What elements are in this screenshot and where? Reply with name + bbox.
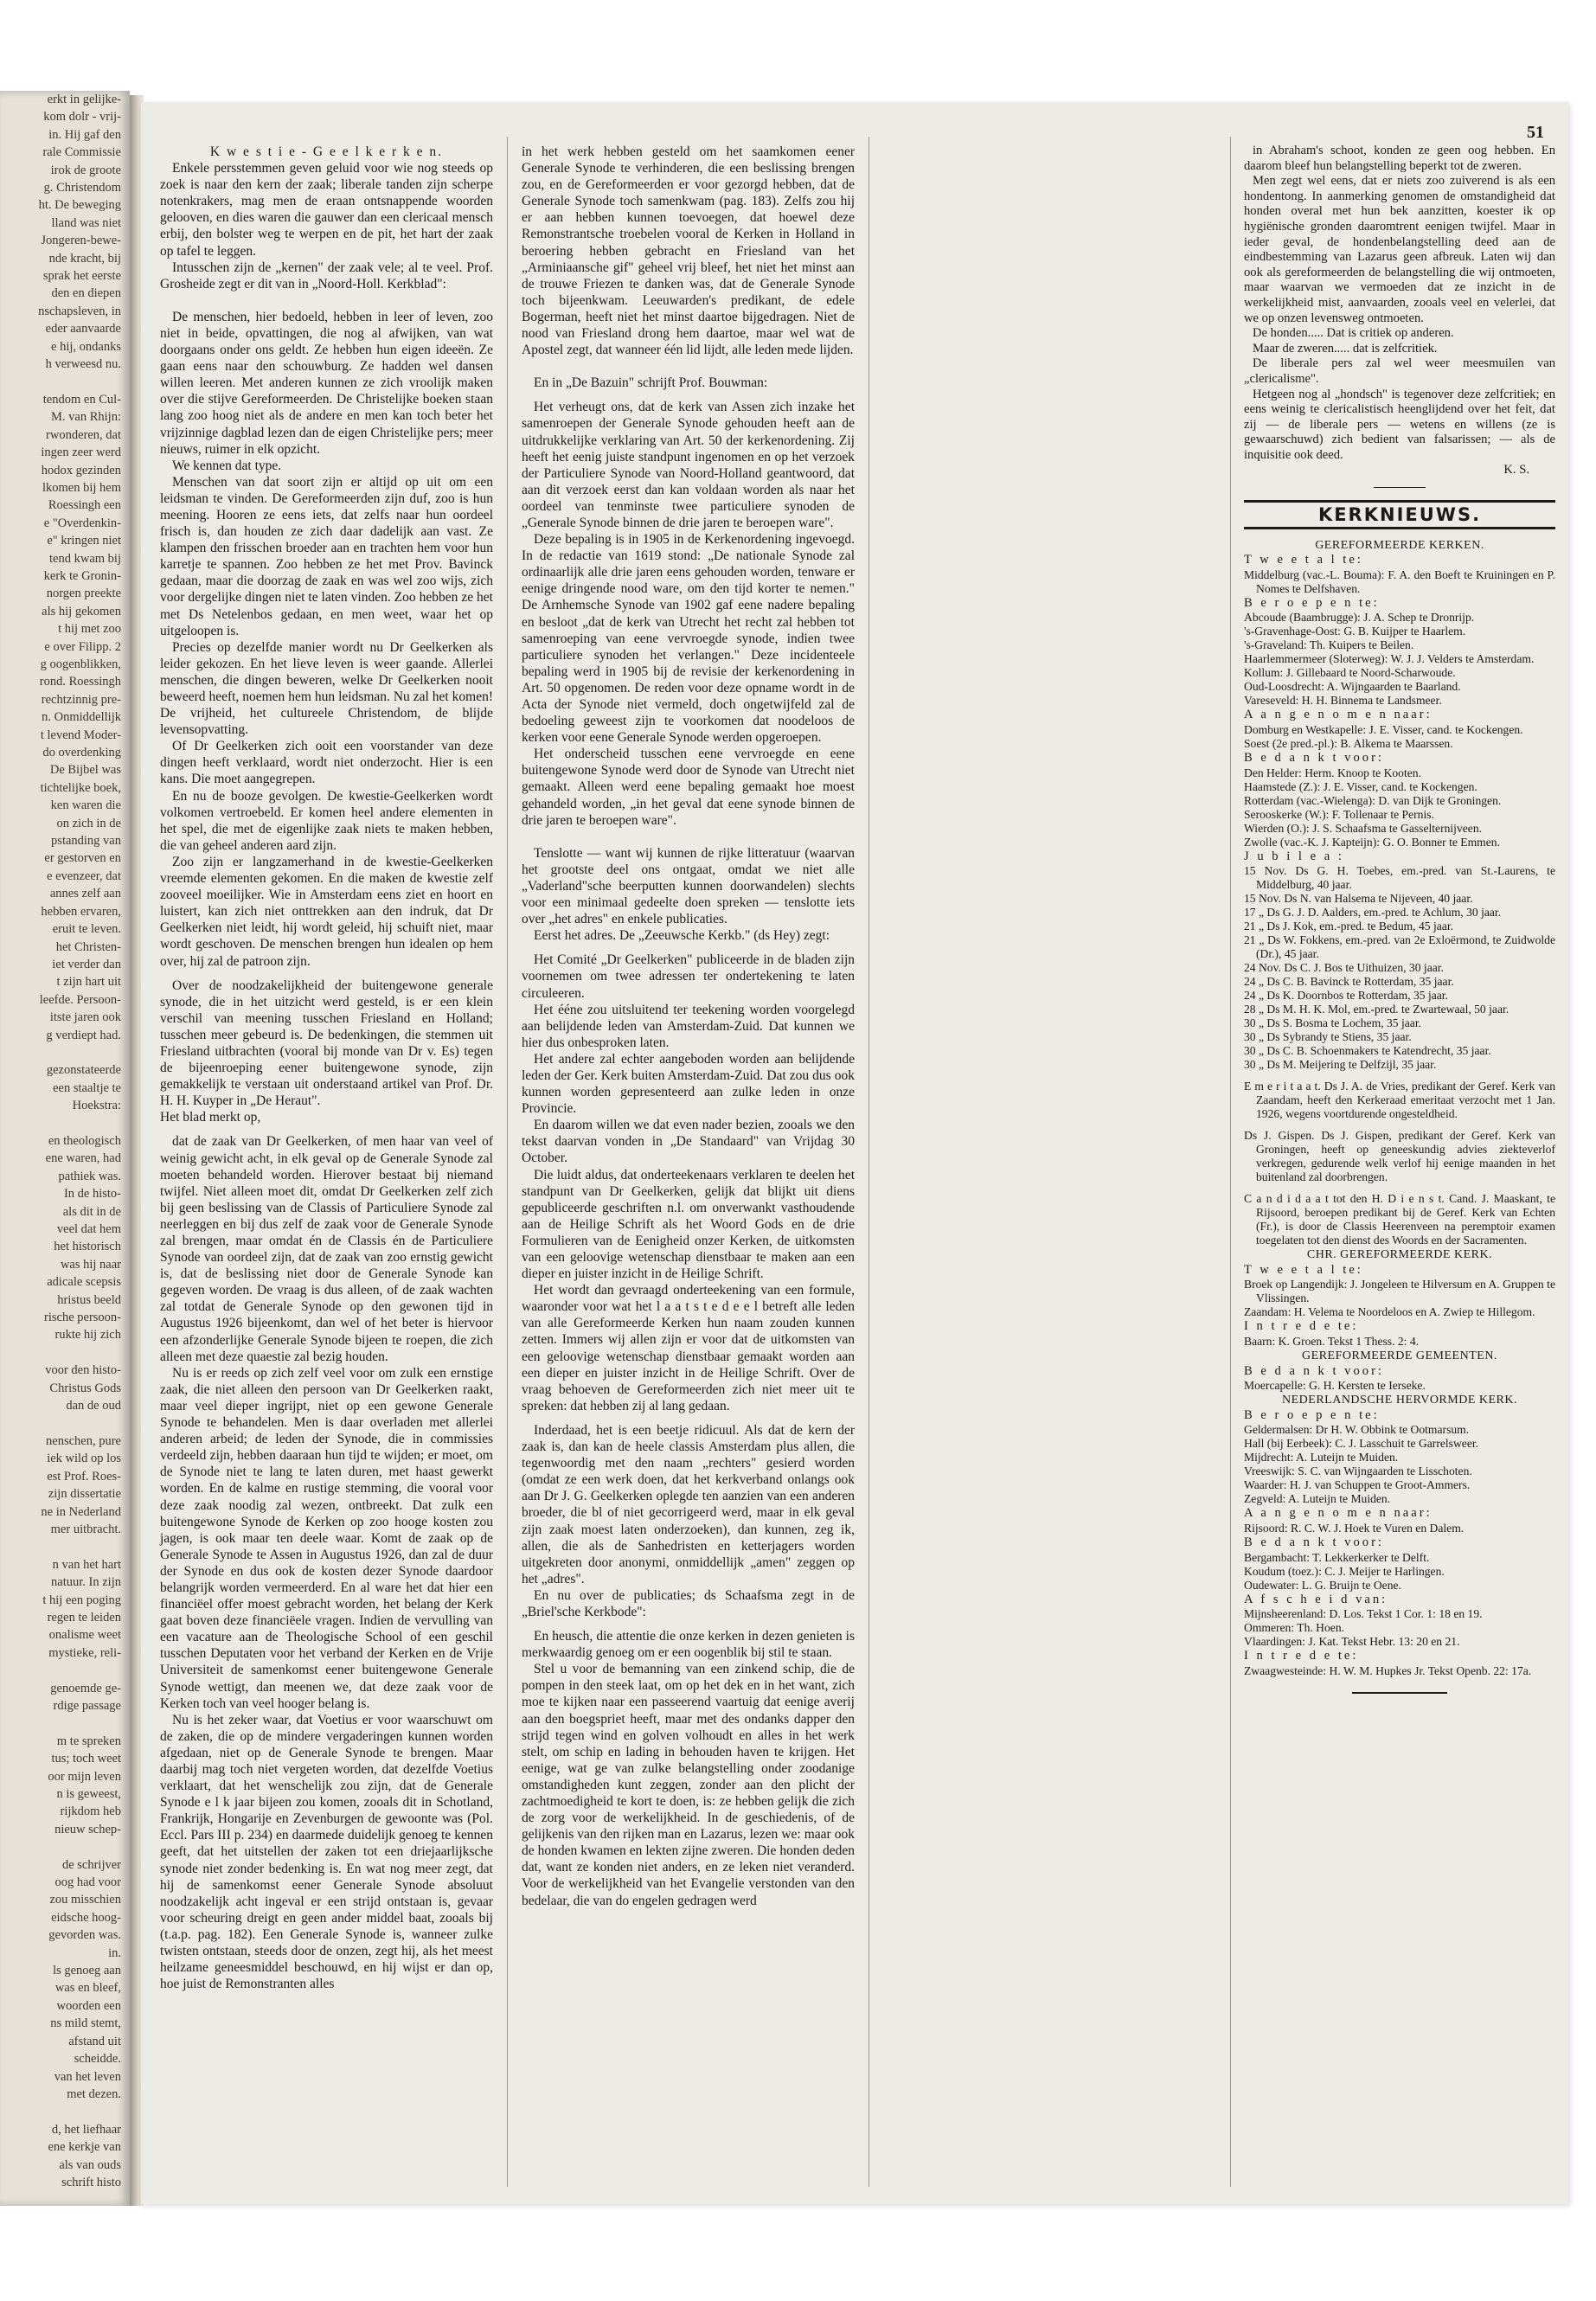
- notice-entry: Haarlemmermeer (Sloterweg): W. J. J. Velders te Amsterdam.: [1244, 652, 1535, 666]
- facing-page-line: Hoekstra:: [72, 1099, 121, 1113]
- article-paragraph: Het wordt dan gevraagd onderteekening van een formule, waaronder voor wat het l a a t s t e d e e l betreft alle leden van alle Gereformeerde Kerken hun naam zouden kunnen zetten. Immers wij allen zijn er voor dat de uitkomsten van een geloovige wetenschap dienstbaar gemaakt worden aan een dieper en juister inzicht in de Heilige Schrift. Over de vraag behoeven de Gereformeerden zich niet meer uit te spreken: dat hebben zij al lang gedaan.: [522, 1283, 855, 1413]
- facing-page-line: [0, 1344, 130, 1362]
- facing-page-line: scheidde.: [74, 2052, 121, 2067]
- article-paragraph: Hetgeen nog al „hondsch" is tegenover deze zelfcritiek; en eens weinig te clericalistisch heenglijdend over het feit, dat zij — de liberale pers — wetens en willens (ze is gewaarschuwd) zich bedient van falsarissen; — als de inquisitie ook deed.: [1244, 387, 1555, 462]
- facing-page-line: regen te leiden: [47, 1610, 121, 1625]
- facing-page-line: rond. Roessingh: [39, 675, 121, 689]
- article-paragraph: En daarom willen we dat even nader bezien, zooals we den tekst daarvan vonden in „De Standaard" van Vrijdag 30 October.: [522, 1118, 855, 1166]
- notice-category: A a n g e n o m e n naar:: [1244, 708, 1433, 722]
- facing-page-line: Roessingh een: [48, 498, 121, 513]
- paragraph-spacer: [522, 1620, 855, 1628]
- facing-page-line: rijkdom heb: [60, 1804, 121, 1819]
- facing-page-line: hodox gezinden: [41, 463, 121, 478]
- facing-page-line: n is geweest,: [56, 1787, 121, 1801]
- facing-page-line: sprak het eerste: [42, 269, 121, 284]
- notice-category: A f s c h e i d van:: [1244, 1592, 1388, 1606]
- notice-entry: Den Helder: Herm. Knoop te Kooten.: [1244, 766, 1421, 779]
- facing-page-line: t hij met zoo: [58, 622, 121, 637]
- church-section-heading: CHR. GEREFORMEERDE KERK.: [1306, 1248, 1493, 1262]
- facing-page-line: h verweesd nu.: [45, 357, 121, 372]
- facing-page-line: nschapsleven, in: [38, 304, 121, 318]
- column-divider: [1230, 137, 1231, 2187]
- facing-page-line: ene waren, had: [45, 1151, 121, 1166]
- facing-page-line: mystieke, reli-: [48, 1645, 121, 1660]
- article-paragraph: Nu is het zeker waar, dat Voetius er voor waarschuwt om de zaken, die op de mindere vergaderingen kunnen worden afgedaan, niet op de Generale Synode te brengen. Maar daarbij mag toch niet vergeten worden, dat dezelfde Voetius verklaart, dat het wenschelijk zou zijn, dat de Generale Synode e l k jaar bijeen zou komen, zooals dit in Schotland, Frankrijk, Hongarije en Zevenburgen de gewoonte was (Pol. Eccl. Pars III p. 234) en daarmede duidelijk genoeg te kennen geeft, dat het uitstellen der zaken tot een driejaarlijksche synode niet zonder bedenking is. En wat nog meer zegt, dat hij de samenkomst eener Generale Synode absoluut noodzakelijk acht ingeval er een strijd ontstaan is, gevaar voor scheuring dreigt en geen ander middel baat, zooals bij (t.a.p. pag. 182). Een Generale Synode is, wanneer zulke twisten ontstaan, steeds door de onzen, zegt hij, als het meest heilzame geneesmiddel beschouwd, en hij wijst er dan op, hoe juist de Remonstranten alles: [160, 1712, 493, 1992]
- paragraph-spacer: [522, 358, 855, 375]
- facing-page-line: tend kwam bij: [49, 551, 121, 566]
- notice-entry: Geldermalsen: Dr H. W. Obbink te Ootmarsum.: [1244, 1423, 1470, 1437]
- notice-entry: Mijnsheerenland: D. Los. Tekst 1 Cor. 1: 18 en 19.: [1244, 1607, 1483, 1621]
- facing-page-line: ls genoeg aan: [53, 1964, 121, 1978]
- facing-page-line: [0, 1414, 130, 1432]
- article-paragraph: Over de noodzakelijkheid der buitengewone generale synode, die in het uitzicht werd gesteld, is er een klein verschil van meening tusschen Friesland en Holland; tusschen meer gebeurd is. De bedenkingen, die stemmen uit Friesland uitbrachten (vooral bij monde van Dr v. Es) tegen de bijeenroeping eener buitengewone synode, zijn gemakkelijk te verstaan uit onderstaand artikel van Prof. Dr. H. H. Kuyper in „De Heraut".: [160, 977, 493, 1109]
- facing-page-line: ene kerkje van: [48, 2140, 121, 2155]
- paragraph-spacer: [160, 292, 493, 309]
- notice-category: A a n g e n o m e n naar:: [1244, 1506, 1433, 1521]
- article-paragraph: Deze bepaling is in 1905 in de Kerkenordening ingevoegd. In de redactie van 1619 stond: „De nationale Synode zal ordinaarlijk alle drie jaren eens gehouden worden, tenware er eenige dringende nood ware, om den tijd korter te nemen." De Arnhemsche Synode van 1902 gaf eene nadere bepaling en besloot „dat de kerk van Utrecht het recht zal hebben tot samenroeping van eene vervroegde synode, indien twee particuliere synoden het verlangen." Deze incidenteele bepaling werd in 1905 bij de revisie der kerkenordening in Art. 50 opgenomen. De reden voor deze opname wordt in de Acta der Synode niet vermeld, doch ongetwijfeld zal de bedoeling geweest zijn te voorkomen dat noodeloos de kerken voor eene Generale Synode werden opgeroepen.: [522, 532, 855, 746]
- notice-entry: Baarn: K. Groen. Tekst 1 Thess. 2: 4.: [1244, 1335, 1420, 1348]
- facing-page-line: adicale scepsis: [47, 1275, 121, 1290]
- article-paragraph: De menschen, hier bedoeld, hebben in leer of leven, zoo niet in beide, opvattingen, die nog al afwijken, van wat doorgaans onder ons geldt. Ze hebben hun eigen ideeën. Ze gaan eens naar den schouwburg. Ze hadden wel dansen willen leeren. Met anderen kunnen ze zich vroolijk maken over die stijve Gereformeerden. De Christelijke boeken staan lang zoo hoog niet als de andere en men kan toch beter het vrijzinnige dagblad lezen dan de eigen Christelijke pers; meer nieuws, ruimer in elk opzicht.: [160, 309, 493, 457]
- paragraph-spacer: [1244, 1121, 1555, 1129]
- facing-page-line: rwonderen, dat: [46, 427, 121, 442]
- facing-page-edge: [0, 91, 130, 2206]
- facing-page-line: leefde. Persoon-: [39, 992, 121, 1007]
- article-signature: K. S.: [1503, 463, 1529, 478]
- paragraph-spacer: [1244, 1184, 1555, 1192]
- article-paragraph: Het andere zal echter aangeboden worden aan belijdende leden der Ger. Kerk buiten Amsterdam-Zuid. Dat zou dus ook kunnen worden gepresenteerd aan zulke leden in onze Provincie.: [522, 1051, 855, 1117]
- notice-entry: Bergambacht: T. Lekkerkerker te Delft.: [1244, 1550, 1430, 1564]
- facing-page-line: tichtelijke boek,: [40, 780, 121, 795]
- article-paragraph: We kennen dat type.: [172, 458, 282, 473]
- article-paragraph: De liberale pers zal wel weer meesmuilen van „clericalisme".: [1244, 356, 1555, 386]
- facing-page-line: woorden een: [56, 1998, 121, 2013]
- facing-page-line: ns mild stemt,: [50, 2016, 121, 2031]
- facing-page-line: was en bleef,: [54, 1981, 121, 1996]
- paragraph-spacer: [160, 1125, 493, 1133]
- facing-page-line: hebben ervaren,: [41, 904, 121, 919]
- article-paragraph: in Abraham's schoot, konden ze geen oog hebben. En daarom bleef hun belangstelling beperkt tot de zweren.: [1244, 144, 1555, 173]
- church-section-heading: GEREFORMEERDE KERKEN.: [1315, 538, 1484, 552]
- notice-entry: Rijsoord: R. C. W. J. Hoek te Vuren en Dalem.: [1244, 1521, 1465, 1535]
- facing-page-line: g verdiept had.: [46, 1028, 121, 1042]
- facing-page-line: gezonstateerde: [46, 1063, 121, 1078]
- notice-entry: 21 „ Ds W. Fokkens, em.-pred. van 2e Exloërmond, te Zuidwolde (Dr.), 45 jaar.: [1244, 933, 1555, 961]
- article-paragraph: Eerst het adres. De „Zeeuwsche Kerkb." (ds Hey) zegt:: [534, 928, 830, 944]
- article-paragraph: Menschen van dat soort zijn er altijd op uit om een leidsman te vinden. De Gereformeerden zijn duf, zoo is hun meening. Hooren ze eens iets, dat zelfs naar hun oordeel frisch is, dan houden ze zich daar dadelijk aan vast. Ze klampen den frisschen broeder aan en trachten hem voor hun karretje te spannen. Zoo hebben ze het met Prov. Bavinck gedaan, maar die doorzag de zaak en was wel zoo wijs, zich voor dergelijke dingen niet te laten vinden. Zoo hebben ze het met Ds Netelenbos gedaan, en men weet, waar het op uitgeloopen is.: [160, 474, 493, 638]
- paragraph-spacer: [522, 1414, 855, 1422]
- notice-entry: Zaandam: H. Velema te Noordeloos en A. Zwiep te Hillegom.: [1244, 1305, 1535, 1319]
- facing-page-line: van het leven: [54, 2069, 121, 2084]
- notice-entry: Haamstede (Z.): J. E. Visser, cand. te Kockengen.: [1244, 779, 1477, 793]
- article-paragraph: Het ééne zou uitsluitend ter teekening worden voorgelegd aan belijdende leden van Amsterdam-Zuid. Dat kunnen we hier dus onbesproken laten.: [522, 1002, 855, 1050]
- article-paragraph: Nu is er reeds op zich zelf veel voor om zulk een ernstige zaak, die niet alleen den persoon van Dr Geelkerken raakt, maar veel dieper ingrijpt, niet op een gewone Generale Synode te behandelen. Men is daar overladen met allerlei anderen arbeid; de leden der Synode, die in commissies verdeeld zijn, hebben daaraan hun tijd te wijden; er moet, om de Synode niet te lang te laten duren, met haast gewerkt worden. En de kalme en rustige stemming, die vooral voor deze zaak noodig zal wezen, ontbreekt. Dat zulk een buitengewone Synode de Kerken op zoo hooge kosten zou jagen, is ook maar ten deele waar. Komt de zaak op de Generale Synode te Assen in Augustus 1926, dan zal de duur der Synode en dus ook de kosten dezer Synode daardoor belangrijk worden vermeerderd. En al ware het dat hier een financiëel offer moest gebracht worden, het belang der Kerk gaat boven deze financiëele vragen. Indien de vervulling van een vacature aan de Theologische School of een geschil tusschen Deputaten voor het verband der Kerken en de Vrije Universiteit de samenkomst eener buitengewone Generale Synode wettigt, dan meenen we, dat deze zaak voor de Kerken toch van veel hooger belang is.: [160, 1365, 493, 1711]
- facing-page-line: de schrijver: [61, 1857, 121, 1872]
- facing-page-line: oog had voor: [54, 1875, 121, 1890]
- article-paragraph: En nu de booze gevolgen. De kwestie-Geelkerken wordt volkomen vertroebeld. Er komen heel andere elementen in het spel, die met de eigenlijke zaak niets te maken hebben, die van geheel anderen aard zijn.: [160, 788, 493, 853]
- facing-page-line: norgen preekte: [46, 586, 121, 601]
- facing-page-line: eruit te leven.: [52, 922, 121, 937]
- paragraph-spacer: [160, 970, 493, 977]
- notice-entry: Ds J. Gispen. Ds J. Gispen, predikant der Geref. Kerk van Groningen, heeft op geneeskundig advies ziekteverlof verkregen, gedurende welk verlof hij eenige maanden in het buitenland zal doorbrengen.: [1244, 1129, 1555, 1184]
- facing-page-line: zijn dissertatie: [48, 1487, 121, 1502]
- article-paragraph: En heusch, die attentie die onze kerken in dezen genieten is merkwaardig genoeg om er een oogenblik bij stil te staan.: [522, 1629, 855, 1661]
- facing-page-line: als van ouds: [59, 2157, 121, 2172]
- article-paragraph: Precies op dezelfde manier wordt nu Dr Geelkerken als leider gekozen. En het lieve leven is weer gaande. Allerlei menschen, die dingen beweren, welke Dr Geelkerken nooit beweerd heeft, noemen hem hun leidsman. Nu zal het komen! De vrijheid, het cultureele Christendom, de blijde levensopvatting.: [160, 639, 493, 738]
- separator-rule: [1374, 487, 1426, 488]
- notice-entry: Serooskerke (W.): F. Tollenaar te Pernis.: [1244, 807, 1434, 821]
- facing-page-line: itste jaren ook: [49, 1010, 121, 1025]
- article-paragraph: Het onderscheid tusschen eene vervroegde en eene buitengewone Synode werd door de Synode van Utrecht niet gemaakt. Alleen werd eene bepaling gemaakt hoe moest gehandeld worden, „in het geval dat eene synode binnen de drie jaren te beroepen ware".: [522, 747, 855, 828]
- notice-entry: 30 „ Ds M. Meijering te Delfzijl, 35 jaar.: [1244, 1058, 1437, 1072]
- paragraph-spacer: [522, 391, 855, 399]
- notice-entry: Hall (bij Eerbeek): C. J. Lasschuit te Garrelsweer.: [1244, 1437, 1479, 1451]
- facing-page-line: e hij, ondanks: [51, 339, 121, 354]
- facing-page-line: nieuw schep-: [54, 1822, 121, 1836]
- article-paragraph: Het Comité „Dr Geelkerken" publiceerde in de bladen zijn voornemen om twee adressen ter ondertekening te laten circuleeren.: [522, 952, 855, 1001]
- facing-page-line: rechtzinnig pre-: [41, 692, 121, 707]
- facing-page-line: kerk te Gronin-: [43, 568, 121, 583]
- facing-page-line: e "Overdenkin-: [43, 516, 121, 530]
- notice-entry: 's-Gravenhage-Oost: G. B. Kuijper te Haarlem.: [1244, 625, 1466, 638]
- facing-page-line: [0, 374, 130, 391]
- notice-entry: Koudum (toez.): C. J. Meijer te Harlingen.: [1244, 1564, 1445, 1578]
- facing-page-line: M. van Rhijn:: [51, 410, 121, 425]
- article-paragraph: Die luidt aldus, dat onderteekenaars verklaren te deelen het standpunt van Dr Geelkerken, gelijk dat blijkt uit diens gepubliceerde geschriften n.l. om onverwankt vasthoudende aan de Heilige Schrift als het Woord Gods en de drie Formulieren van de Eenigheid onzer Kerken, de uitkomsten van een geloovige wetenschap dienstbaar te maken aan een dieper en juister inzicht in de Heilige Schrift.: [522, 1167, 855, 1282]
- facing-page-line: [0, 1662, 130, 1679]
- paragraph-spacer: [522, 829, 855, 845]
- notice-category: B e r o e p e n te:: [1244, 1407, 1380, 1422]
- notice-entry: Domburg en Westkapelle: J. E. Visser, cand. te Kockengen.: [1244, 723, 1523, 737]
- facing-page-line: het historisch: [54, 1240, 121, 1254]
- facing-page-line: irok de groote: [50, 163, 121, 177]
- notice-entry: 30 „ Ds Sybrandy te Stiens, 35 jaar.: [1244, 1030, 1412, 1044]
- facing-page-line: den en diepen: [51, 286, 121, 301]
- article-heading: K w e s t i e - G e e l k e r k e n.: [209, 144, 444, 159]
- notice-entry: Broek op Langendijk: J. Jongeleen te Hilversum en A. Gruppen te Vlissingen.: [1244, 1278, 1555, 1305]
- facing-page-line: mer uitbracht.: [50, 1522, 121, 1536]
- notice-entry: 21 „ Ds J. Kok, em.-pred. te Bedum, 45 jaar.: [1244, 920, 1453, 933]
- facing-page-line: lland was niet: [51, 215, 121, 230]
- notice-entry: 24 Nov. Ds C. J. Bos te Uithuizen, 30 jaar.: [1244, 961, 1444, 975]
- facing-page-line: est Prof. Roes-: [47, 1469, 121, 1484]
- notice-category: B e r o e p e n te:: [1244, 595, 1380, 610]
- notice-entry: 15 Nov. Ds G. H. Toebes, em.-pred. van St.-Laurens, te Middelburg, 40 jaar.: [1244, 864, 1555, 892]
- notice-entry: Rotterdam (vac.-Wielenga): D. van Dijk te Groningen.: [1244, 793, 1502, 807]
- facing-page-line: natuur. In zijn: [51, 1575, 121, 1590]
- facing-page-line: [0, 2103, 130, 2120]
- facing-page-line: t levend Moder-: [40, 727, 121, 742]
- article-paragraph: Of Dr Geelkerken zich ooit een voorstander van deze dingen heeft verklaard, wordt niet onderzocht. Hier is een kans. Die moet aangegrepen.: [160, 739, 493, 787]
- notice-entry: Moercapelle: G. H. Kersten te Ierseke.: [1244, 1379, 1426, 1393]
- notice-entry: Waarder: H. J. van Schuppen te Groot-Ammers.: [1244, 1478, 1471, 1492]
- article-paragraph: Het verheugt ons, dat de kerk van Assen zich inzake het samenroepen der Generale Synode gehouden heeft aan de uitdrukkelijke verklaring van Art. 50 der kerkenordening. Zij heeft het eenig juiste standpunt ingenomen en op het verzoek der Particuliere Synode van Noord-Holland geantwoord, dat aan dit verzoek eerst dan kan voldaan worden als naar het oordeel van tenminste twee particuliere synoden de „Generale Synode binnen de drie jaren te beroepen ware".: [522, 400, 855, 530]
- notice-entry: Oud-Loosdrecht: A. Wijngaarden te Baarland.: [1244, 680, 1461, 694]
- notice-entry: Oudewater: L. G. Bruijn te Oene.: [1244, 1578, 1401, 1592]
- notice-entry: Soest (2e pred.-pl.): B. Alkema te Maarssen.: [1244, 737, 1453, 751]
- notice-entry: Zwaagwesteinde: H. W. M. Hupkes Jr. Tekst Openb. 22: 17a.: [1244, 1663, 1532, 1677]
- facing-page-line: do overdenking: [42, 746, 121, 760]
- church-section-heading: NEDERLANDSCHE HERVORMDE KERK.: [1282, 1394, 1517, 1407]
- facing-page-line: genoemde ge-: [50, 1681, 121, 1695]
- facing-page-line: was hij naar: [60, 1257, 121, 1272]
- notice-entry: Mijdrecht: A. Luteijn te Muiden.: [1244, 1451, 1399, 1465]
- end-rule: [1352, 1692, 1447, 1694]
- notice-entry: Abcoude (Baambrugge): J. A. Schep te Dronrijp.: [1244, 611, 1475, 625]
- facing-page-line: ingen zeer werd: [41, 445, 121, 460]
- facing-page-line: e over Filipp. 2: [44, 639, 121, 654]
- facing-page-line: [0, 1538, 130, 1555]
- facing-page-line: t zijn hart uit: [56, 975, 121, 990]
- notice-entry: Vreeswijk: S. C. van Wijngaarden te Lisschoten.: [1244, 1465, 1472, 1478]
- notice-entry: 15 Nov. Ds N. van Halsema te Nijeveen, 40 jaar.: [1244, 892, 1473, 906]
- notice-category: I n t r e d e te:: [1244, 1319, 1359, 1334]
- facing-page-line: onalisme weet: [48, 1628, 121, 1643]
- facing-page-line: [0, 1715, 130, 1732]
- article-paragraph: dat de zaak van Dr Geelkerken, of men haar van veel of weinig gewicht acht, in elk geval op de Generale Synode zal moeten behandeld worden. Hierover bestaat bij niemand twijfel. Niet alleen moet dit, omdat Dr Geelkerken zelf zich bij geen beslissing van de Classis of Particuliere Synode zal neerleggen en bij dus zelf de zaak voor de Generale Synode zal brengen, maar omdat én de Classis én de Particuliere Synode van oordeel zijn, dat de zaak van zoo ernstig gewicht is, dat de beslissing niet door de Generale Synode kan gegeven worden. De vraag is dus alleen, of de zaak wachten zal totdat de Generale Synode op den gewonen tijd in Augustus 1926 bijeenkomt, dan wel of het beter is hiervoor een afzonderlijke Generale Synode bijeen te roepen, die zich alleen met deze quaestie zal bezig houden.: [160, 1134, 493, 1364]
- notice-entry: 30 „ Ds C. B. Schoenmakers te Katendrecht, 35 jaar.: [1244, 1044, 1491, 1058]
- article-paragraph: Enkele persstemmen geven geluid voor wie nog steeds op zoek is naar den kern der zaak; liberale tanden zijn scherpe notenkrakers, mag men de eraan ontsnappende woorden gelooven, en dies waren die gauwer dan een clericaal mensch erbij, den bolster weg te werpen en de pit, het hart der zaak op tafel te leggen.: [160, 161, 493, 259]
- facing-page-line: t hij een poging: [42, 1593, 121, 1607]
- notice-category: B e d a n k t voor:: [1244, 751, 1384, 766]
- facing-page-line: eidsche hoog-: [51, 1910, 121, 1925]
- facing-page-line: [0, 1838, 130, 1856]
- facing-page-line: iek wild op los: [47, 1452, 121, 1466]
- article-column-1: [160, 144, 493, 1992]
- paragraph-spacer: [522, 944, 855, 952]
- facing-page-line: e" kringen niet: [47, 534, 121, 548]
- article-column-2: [522, 144, 855, 1909]
- facing-page-line: annes zelf aan: [49, 887, 121, 901]
- church-section-heading: GEREFORMEERDE GEMEENTEN.: [1302, 1349, 1497, 1362]
- notice-entry: 28 „ Ds M. H. K. Mol, em.-pred. te Zwartewaal, 50 jaar.: [1244, 1003, 1509, 1016]
- facing-page-line: rische persoon-: [44, 1311, 121, 1325]
- article-paragraph: Tenslotte — want wij kunnen de rijke litteratuur (waarvan het grootste deel ons ontgaat, omdat we niet alle „Vaderland"sche beerputten kunnen doorwandelen) slechts voor een minimaal gedeelte doen spreken — tenslotte iets over „het adres" en enkele publicaties.: [522, 845, 855, 927]
- facing-page-line: het Christen-: [55, 939, 121, 954]
- notice-entry: 24 „ Ds C. B. Bavinck te Rotterdam, 35 jaar.: [1244, 975, 1454, 989]
- facing-page-line: m te spreken: [56, 1734, 121, 1748]
- notice-category: J u b i l e a :: [1244, 849, 1344, 863]
- notice-entry: Vlaardingen: J. Kat. Tekst Hebr. 13: 20 en 21.: [1244, 1635, 1460, 1649]
- facing-page-line: er gestorven en: [44, 851, 121, 866]
- article-paragraph: Intusschen zijn de „kernen" der zaak vele; al te veel. Prof. Grosheide zegt er dit van in „Noord-Holl. Kerkblad":: [160, 260, 493, 292]
- article-paragraph: Zoo zijn er langzamerhand in de kwestie-Geelkerken vreemde elementen gekomen. En die maken de kwestie zelf zooveel moeilijker. Wie in Amsterdam eens ziet en hoort en luistert, kan zich niet onttrekken aan den indruk, dat Dr Geelkerken niet leidt, hij wordt geleid, hij schuift niet, maar wordt geschoven. De menschen brengen hun idealen op hem over, hij zal de patroon zijn.: [160, 854, 493, 969]
- facing-page-line: lkomen bij hem: [42, 480, 121, 495]
- facing-page-line: ne in Nederland: [41, 1504, 121, 1519]
- facing-page-line: n van het hart: [52, 1557, 121, 1572]
- notice-entry: Ommeren: Th. Hoen.: [1244, 1621, 1345, 1635]
- facing-page-line: g oogenblikken,: [40, 657, 121, 671]
- facing-page-line: dan de oud: [66, 1399, 121, 1413]
- page-number: 51: [1527, 123, 1544, 142]
- notice-entry: 24 „ Ds K. Doornbos te Rotterdam, 35 jaar.: [1244, 989, 1448, 1003]
- paragraph-spacer: [1244, 1072, 1555, 1080]
- article-paragraph: Maar de zweren..... dat is zelfcritiek.: [1253, 341, 1438, 356]
- facing-page-line: [0, 1044, 130, 1061]
- article-paragraph: Het blad merkt op,: [160, 1110, 261, 1125]
- notice-entry: Zwolle (vac.-K. J. Kapteijn): G. O. Bonner te Emmen.: [1244, 835, 1500, 849]
- notice-entry: 17 „ Ds G. J. D. Aalders, em.-pred. te Achlum, 30 jaar.: [1244, 906, 1502, 920]
- facing-page-line: als hij gekomen: [42, 604, 121, 619]
- facing-page-line: en theologisch: [48, 1133, 121, 1148]
- facing-page-line: ken waren die: [50, 798, 121, 813]
- facing-page-line: In de histo-: [63, 1187, 121, 1202]
- facing-page-line: Christus Gods: [49, 1381, 121, 1395]
- notice-category: I n t r e d e te:: [1244, 1649, 1359, 1663]
- facing-page-line: pstanding van: [51, 834, 121, 849]
- facing-page-line: rukte hij zich: [54, 1328, 121, 1343]
- article-column-3: [1244, 144, 1555, 1694]
- facing-page-line: nde kracht, bij: [48, 251, 121, 266]
- article-paragraph: De honden..... Dat is critiek op anderen.: [1253, 326, 1454, 341]
- notice-entry: Wierden (O.): J. S. Schaafsma te Gasselternijveen.: [1244, 821, 1483, 835]
- facing-page-line: n. Onmiddellijk: [42, 710, 121, 725]
- facing-page-line: tus; toch weet: [51, 1752, 121, 1766]
- facing-page-line: d, het liefhaar: [51, 2122, 121, 2137]
- notice-category: T w e e t a l te:: [1244, 1262, 1363, 1277]
- facing-page-line: Jongeren-bewe-: [41, 234, 121, 248]
- notice-category: B e d a n k t voor:: [1244, 1535, 1384, 1549]
- notice-entry: 30 „ Ds S. Bosma te Lochem, 35 jaar.: [1244, 1016, 1422, 1030]
- notice-category: B e d a n k t voor:: [1244, 1363, 1384, 1378]
- notice-entry: E m e r i t a a t. Ds J. A. de Vries, predikant der Geref. Kerk van Zaandam, heeft den Kerkeraad emeritaat verzocht met 1 Jan. 1926, wegens voortdurende ongesteldheid.: [1244, 1080, 1555, 1121]
- facing-page-line: rdige passage: [53, 1698, 121, 1713]
- notice-entry: Middelburg (vac.-L. Bouma): F. A. den Boeft te Kruiningen en P. Nomes te Delfshaven.: [1244, 567, 1555, 595]
- section-title: KERKNIEUWS.: [1244, 500, 1555, 529]
- facing-page-line: iet verder dan: [52, 957, 121, 971]
- facing-page-line: zou misschien: [49, 1893, 121, 1907]
- facing-page-line: veel dat hem: [56, 1222, 121, 1236]
- facing-page-line: een staaltje te: [53, 1080, 121, 1095]
- facing-page-line: als dit in de: [62, 1204, 121, 1219]
- notice-entry: 's-Graveland: Th. Kuipers te Beilen.: [1244, 638, 1414, 652]
- article-paragraph: Inderdaad, het is een beetje ridicuul. Als dat de kern der zaak is, dan kan de heele classis Amsterdam plus allen, die tegenwoordig met den naam „rechters" gesierd worden (omdat ze een werk doen, dat het kerkverband onlangs ook aan Dr J. G. Geelkerken oplegde ten aanzien van een anderen broeder, die bl of niet gecorrigeerd werd, maar in elk geval zijn zaak moest laten onderzoeken), dan kunnen, zeg ik, allen, die als de Sanhedristen en ketterjagers worden uitgekreten door anonymi, onmiddellijk „amen" zeggen op het „adres".: [522, 1422, 855, 1586]
- facing-page-line: afstand uit: [68, 2034, 121, 2048]
- facing-page-line: nenschen, pure: [46, 1433, 121, 1448]
- facing-page-line: met dezen.: [67, 2086, 121, 2101]
- article-paragraph: En in „De Bazuin" schrijft Prof. Bouwman:: [534, 375, 768, 391]
- facing-page-line: erkt in gelijke-: [47, 93, 121, 106]
- facing-page-line: eder aanvaarde: [45, 322, 121, 336]
- facing-page-line: tendom en Cul-: [42, 392, 121, 407]
- article-paragraph: in het werk hebben gesteld om het saamkomen eener Generale Synode te verhinderen, die een beslissing brengen zou, en de Gereformeerden er voor gezorgd hebben, dat de Generale Synode toch samenkwam (pag. 183). Zelfs zou hij er aan hebben kunnen toevoegen, dat hoewel deze Remonstrantsche troebelen vooral de Kerken in Holland in beroering hebben gebracht en Friesland van het „Arminiaansche gif" geheel vrij bleef, het niet het minst aan de trouwe Friezen te danken was, dat de Generale Synode toch bijeenkwam. Leeuwarden's predikant, de edele Bogerman, heeft niet het minst daartoe bijgedragen. Niet de nood van Friesland drong hem daartoe, maar wel wat de Apostel zegt, dat wanneer één lid lijdt, alle leden mede lijden.: [522, 144, 855, 358]
- facing-page-line: in.: [108, 1945, 121, 1960]
- notice-entry: Kollum: J. Gillebaard te Noord-Scharwoude.: [1244, 666, 1456, 680]
- notice-entry: Vareseveld: H. H. Binnema te Landsmeer.: [1244, 694, 1442, 708]
- article-paragraph: Men zegt wel eens, dat er niets zoo zuiverend is als een hondentong. In aanmerking genomen de omstandigheid dat honden overal met hun bek aanzitten, koester ik op hygiënische gronden daaromtrent eenigen twijfel. Maar in ieder geval, de hondenbelangstelling deed aan de eindbestemming van Lazarus geen afbreuk. Laten wij dan ook als gereformeerden de belangstelling die wij ontmoeten, maar waarvan we vermoeden dat ze inzicht in de werkelijkheid mist, aanvaarden, zooals veel en velerlei, dat we op onzen levensweg ontmoeten.: [1244, 174, 1555, 325]
- facing-page-line: in. Hij gaf den: [48, 127, 121, 142]
- facing-page-line: kom dolr - vrij-: [43, 110, 121, 125]
- facing-page-line: voor den histo-: [45, 1363, 121, 1378]
- facing-page-line: g. Christendom: [43, 181, 121, 195]
- facing-page-line: e evenzeer, dat: [47, 868, 121, 883]
- facing-page-line: pathiek was.: [58, 1169, 121, 1183]
- facing-page-line: [0, 1115, 130, 1132]
- notice-entry: C a n d i d a a t tot den H. D i e n s t. Cand. J. Maaskant, te Rijsoord, beroepen predikant bij de Geref. Kerk van Echten (Fr.), is door de Classis Heerenveen na peremptoir examen toegelaten tot den dienst des Woords en der Sacramenten.: [1244, 1192, 1555, 1247]
- column-divider: [507, 137, 508, 2187]
- facing-page-line: hristus beeld: [57, 1292, 121, 1307]
- facing-page-line: schrift histo: [61, 2175, 121, 2189]
- notice-entry: Zegveld: A. Luteijn te Muiden.: [1244, 1492, 1391, 1506]
- article-paragraph: Stel u voor de bemanning van een zinkend schip, die de pompen in den steek laat, om op het dek en in het want, zich moe te kijken naar een passeerend vaartuig dat eenige averij aan den boegspriet heeft, maar met des ondanks dapper den strijd tegen wind en golven volhoudt en alles in het werk stelt, om schip en lading in behouden haven te krijgen. Het eenige, wat ge van zulke belangstelling onder zoodanige omstandigheden kunt zeggen, zonder aan den plicht der zachtmoedigheid te kort te doen, is: ze hebben gelijk die zich de zorg voor de werkelijkheid. In de geschiedenis, of de gelijkenis van den rijken man en Lazarus, lezen we: maar ook de honden kwamen en lekten zijne zweren. Die honden deden dat, want ze konden niet anders, en ze leken niet veranderd. Voor de werkelijkheid van het Evangelie verstonden van den bedelaar, die van do engelen gedragen werd: [522, 1662, 855, 1908]
- facing-page-line: ht. De beweging: [38, 198, 121, 213]
- facing-page-line: De Bijbel was: [49, 763, 121, 778]
- notice-category: T w e e t a l te:: [1244, 553, 1363, 567]
- newspaper-page: [141, 102, 1568, 2204]
- facing-page-line: on zich in de: [56, 816, 121, 830]
- facing-page-line: gevorden was.: [48, 1928, 121, 1943]
- facing-page-line: rale Commissie: [42, 145, 121, 160]
- article-paragraph: En nu over de publicaties; ds Schaafsma zegt in de „Briel'sche Kerkbode":: [522, 1587, 855, 1619]
- facing-page-line: oor mijn leven: [48, 1769, 121, 1784]
